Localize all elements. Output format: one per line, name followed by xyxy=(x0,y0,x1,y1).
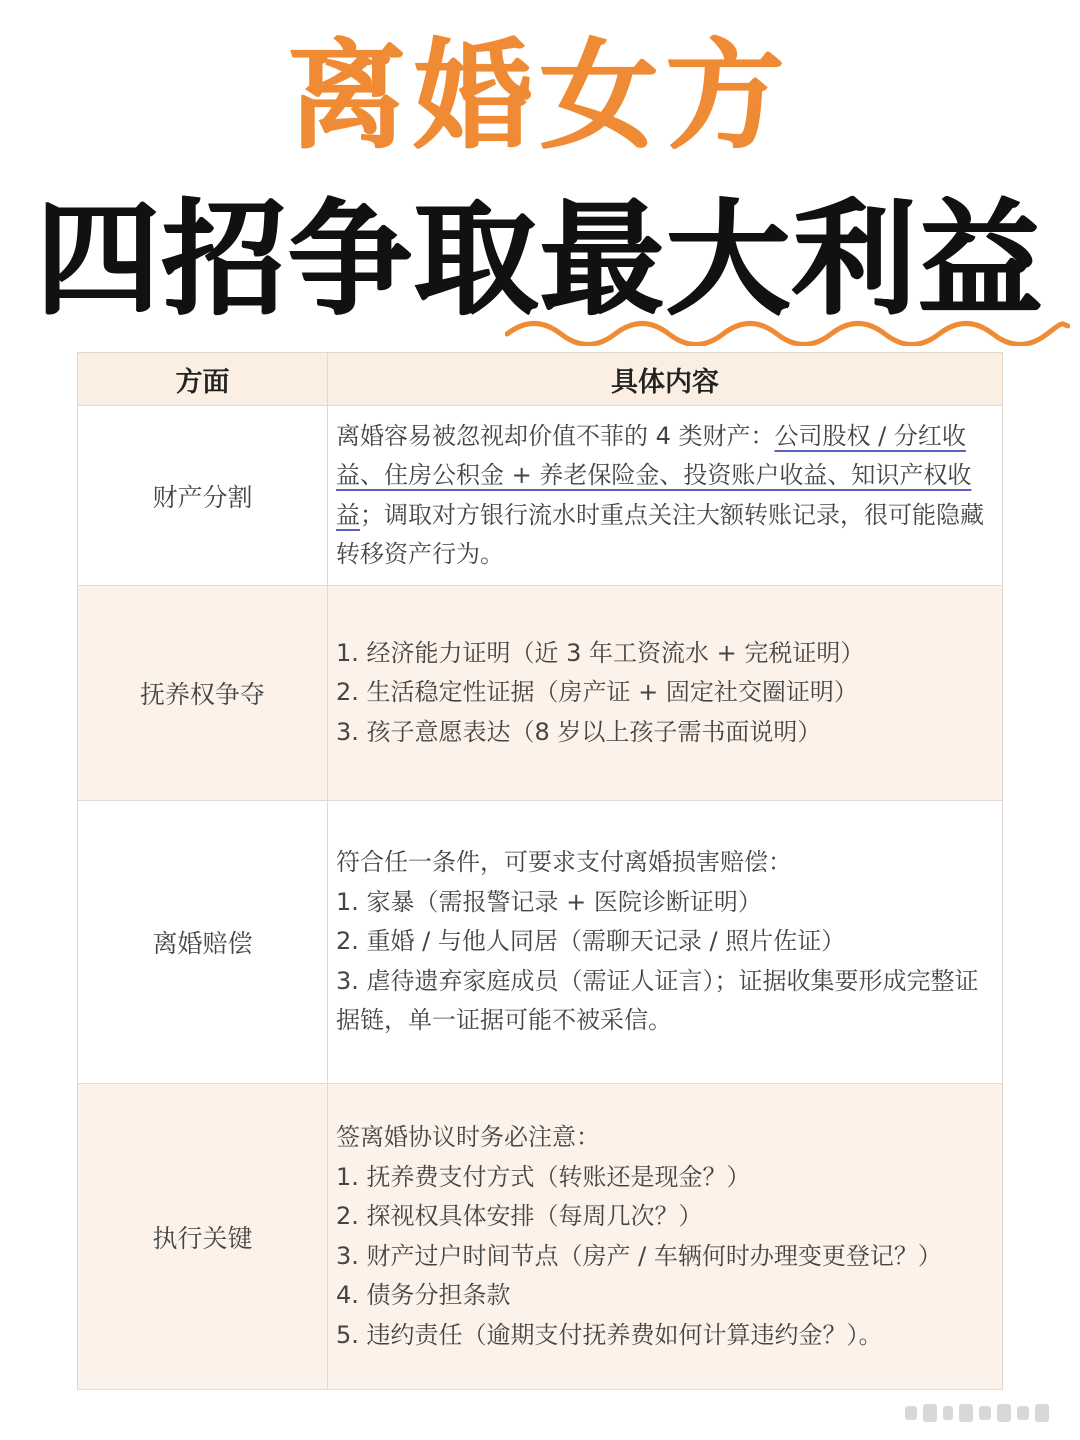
table-row-property xyxy=(78,406,1003,586)
aspect-cell: 执行关键 xyxy=(78,1084,328,1390)
table-row-execution xyxy=(78,1084,1003,1390)
content-line: 1. 抚养费支付方式（转账还是现金？） xyxy=(336,1162,751,1191)
aspect-cell: 抚养权争夺 xyxy=(78,586,328,801)
content-line: 1. 家暴（需报警记录 + 医院诊断证明） xyxy=(336,887,762,916)
aspect-cell: 财产分割 xyxy=(78,406,328,586)
content-cell xyxy=(328,1084,1003,1390)
content-line: 5. 违约责任（逾期支付抚养费如何计算违约金？）。 xyxy=(336,1320,883,1349)
content-cell xyxy=(328,586,1003,801)
content-rest: ；调取对方银行流水时重点关注大额转账记录，很可能隐藏转移资产行为。 xyxy=(336,500,984,568)
content-line: 3. 财产过户时间节点（房产 / 车辆何时办理变更登记？） xyxy=(336,1241,942,1270)
column-header-content: 具体内容 xyxy=(328,353,1003,406)
content-line: 2. 重婚 / 与他人同居（需聊天记录 / 照片佐证） xyxy=(336,927,846,956)
column-header-aspect: 方面 xyxy=(78,353,328,406)
content-line: 2. 生活稳定性证据（房产证 + 固定社交圈证明） xyxy=(336,678,858,707)
content-line: 3. 虐待遗弃家庭成员（需证人证言）；证据收集要形成完整证据链，单一证据可能不被采信。 xyxy=(336,966,979,1035)
aspect-cell: 离婚赔偿 xyxy=(78,801,328,1084)
content-line: 签离婚协议时务必注意： xyxy=(336,1123,600,1151)
wavy-underline-decoration xyxy=(505,312,1070,346)
watermark-logo xyxy=(905,1402,1055,1424)
content-line: 2. 探视权具体安排（每周几次？） xyxy=(336,1202,703,1230)
content-line: 3. 孩子意愿表达（8 岁以上孩子需书面说明） xyxy=(336,717,822,746)
table-header-row xyxy=(78,353,1003,406)
table-row-custody xyxy=(78,586,1003,801)
content-line: 符合任一条件，可要求支付离婚损害赔偿： xyxy=(336,848,792,877)
content-cell xyxy=(328,406,1003,586)
content-cell xyxy=(328,801,1003,1084)
content-intro: 离婚容易被忽视却价值不菲的 4 类财产： xyxy=(336,421,775,450)
table-row-compensation xyxy=(78,801,1003,1084)
title-line-2: 四招争取最大利益 xyxy=(35,188,1044,332)
title-line-1: 离婚女方 xyxy=(287,27,792,165)
strategy-table xyxy=(77,352,1003,1390)
content-underlined: 公司股权 / 分红收益、住房公积金 + 养老保险金、投资账户收益、知识产权收益 xyxy=(336,421,972,529)
content-line: 1. 经济能力证明（近 3 年工资流水 + 完税证明） xyxy=(336,638,865,667)
content-line: 4. 债务分担条款 xyxy=(336,1281,511,1309)
